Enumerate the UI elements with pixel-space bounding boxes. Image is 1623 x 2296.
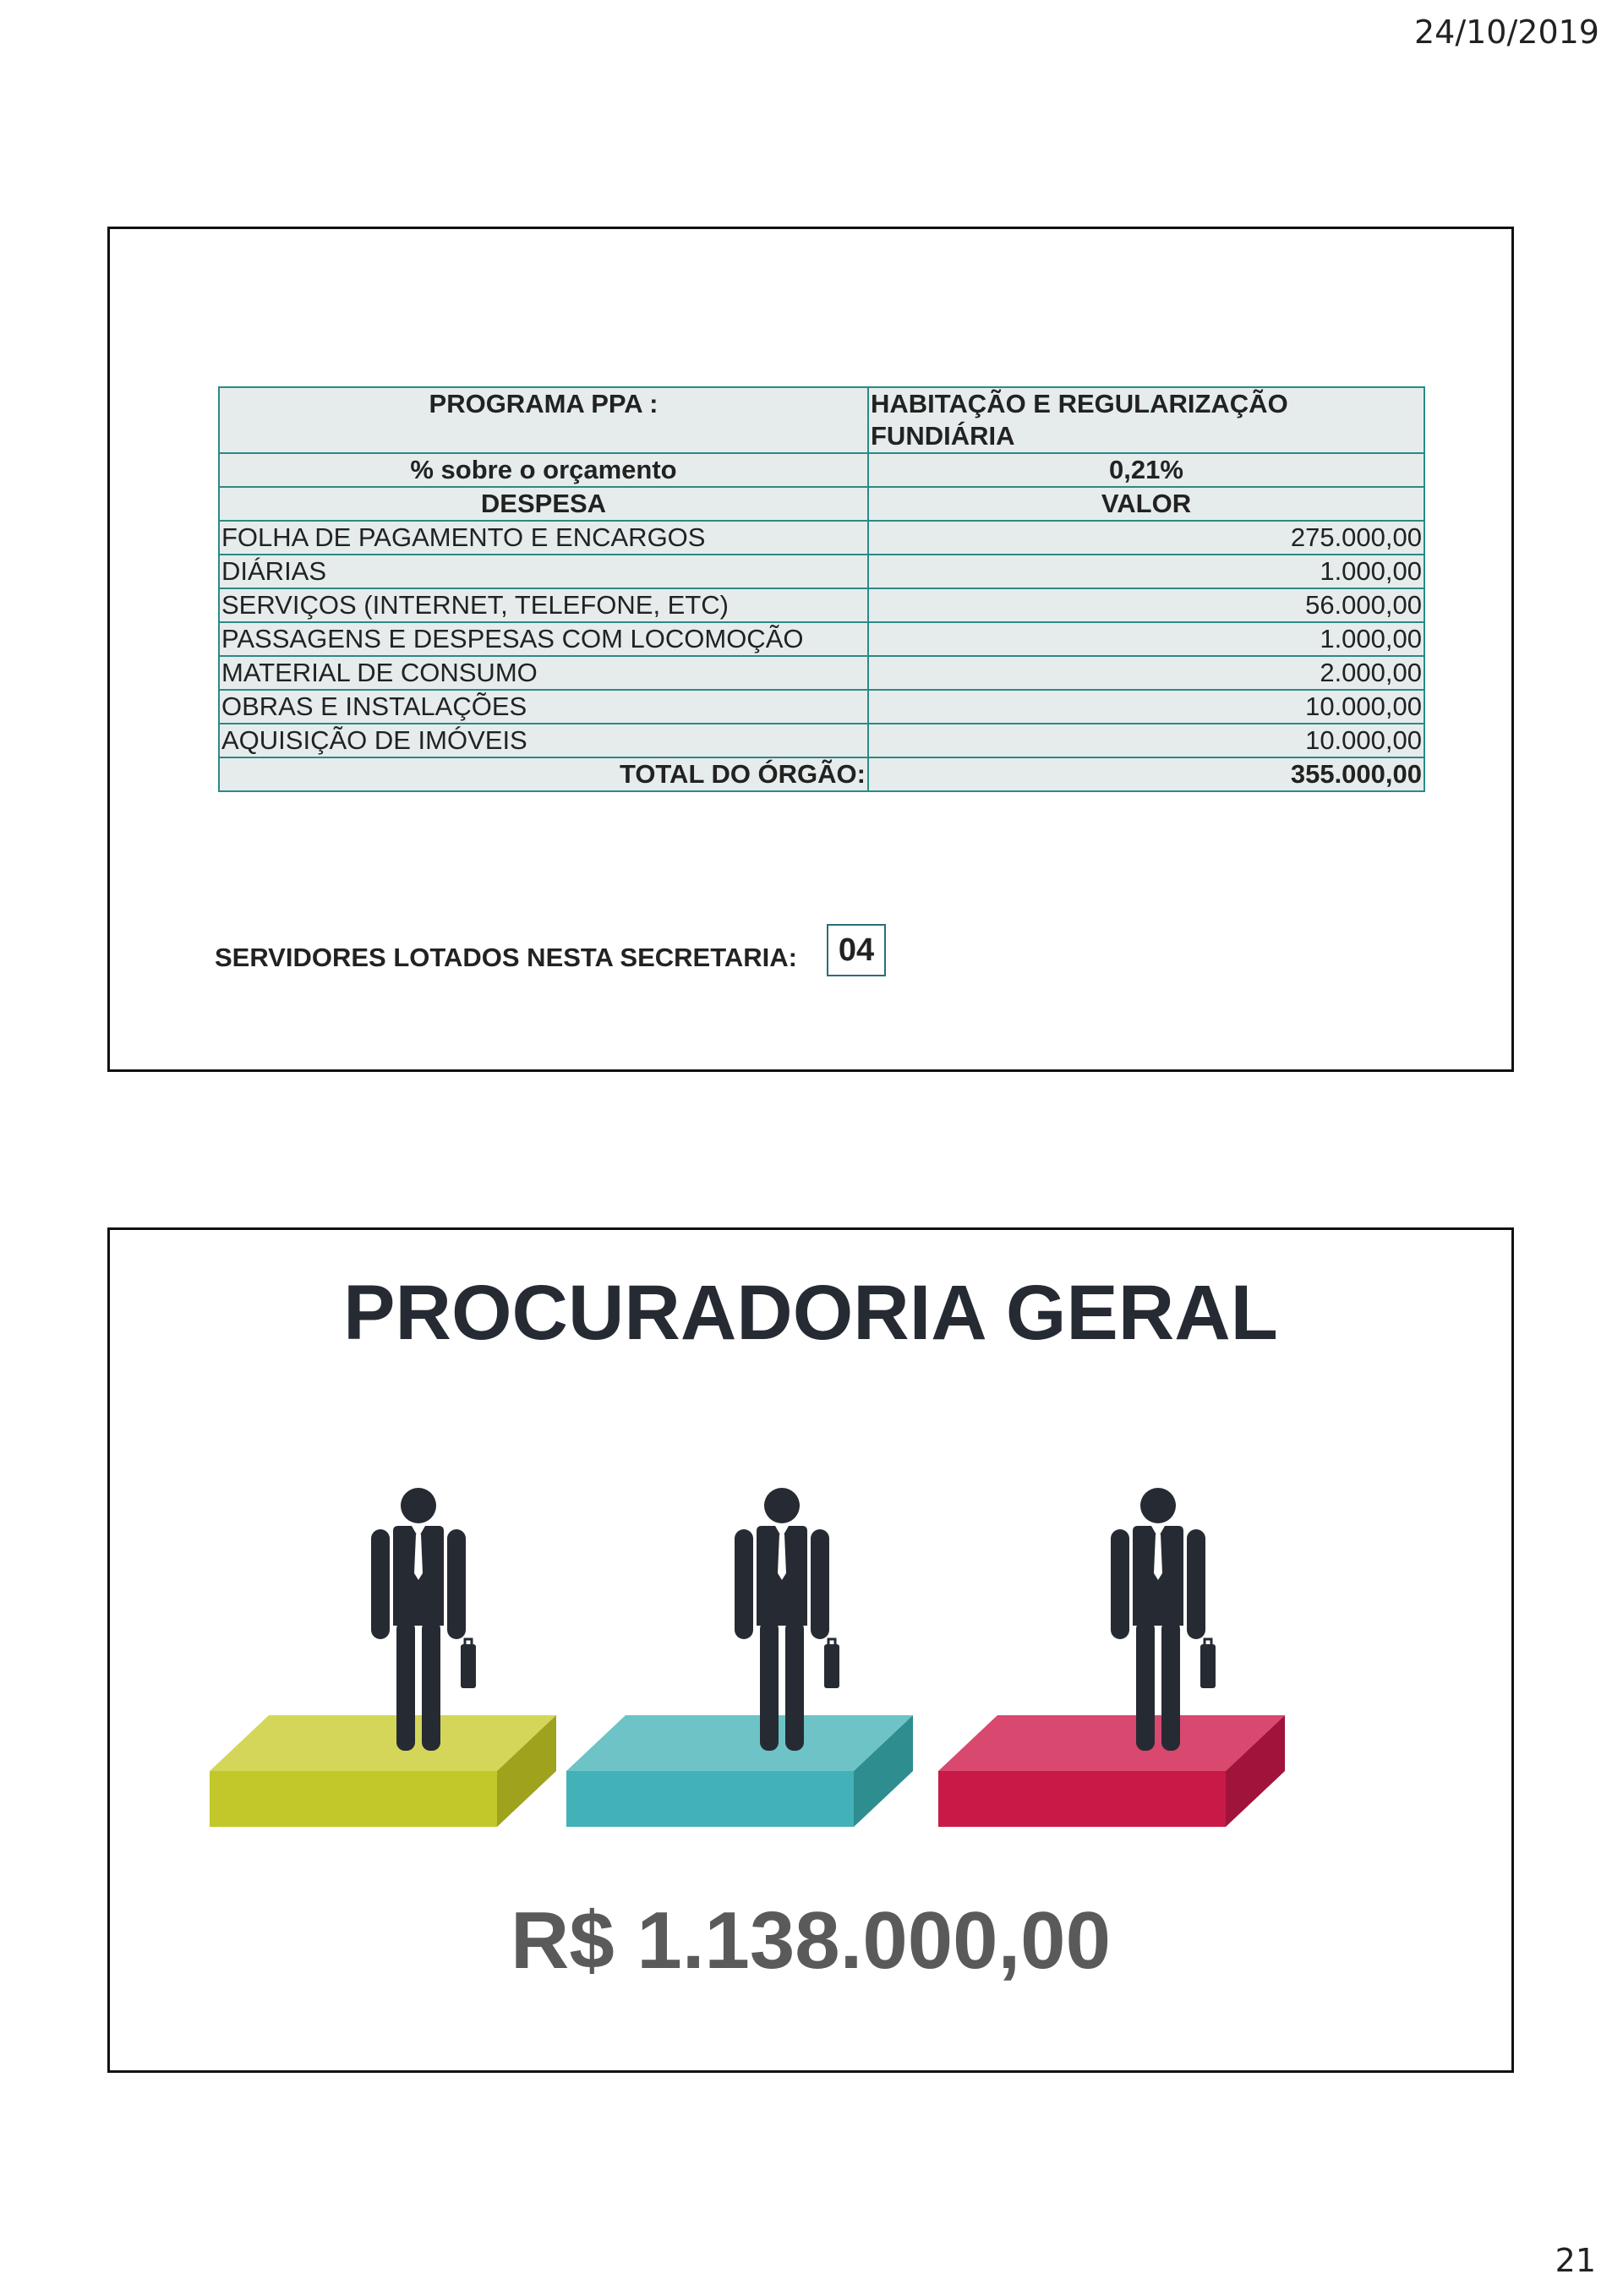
slide-procuradoria: [107, 1227, 1514, 2073]
budget-share-label: % sobre o orçamento: [219, 453, 868, 487]
servers-label: SERVIDORES LOTADOS NESTA SECRETARIA:: [215, 943, 797, 972]
slide-title: PROCURADORIA GERAL: [343, 1270, 1278, 1356]
servers-count: 04: [827, 924, 886, 976]
table-header-row: [219, 487, 1424, 521]
table-row: [219, 387, 1424, 453]
expense-label: DIÁRIAS: [219, 555, 868, 588]
expense-label: OBRAS E INSTALAÇÕES: [219, 690, 868, 724]
platform-green: [210, 1715, 556, 1827]
table-row: [219, 521, 1424, 555]
table-row: [219, 555, 1424, 588]
businessman-icon: [735, 1488, 839, 1751]
expense-label: FOLHA DE PAGAMENTO E ENCARGOS: [219, 521, 868, 555]
page-number: 21: [1555, 2242, 1596, 2279]
businessman-icon: [1111, 1488, 1216, 1751]
businessman-icon: [371, 1488, 476, 1751]
expense-value: 10.000,00: [868, 690, 1424, 724]
expense-label: SERVIÇOS (INTERNET, TELEFONE, ETC): [219, 588, 868, 622]
budget-table: [218, 386, 1425, 792]
total-amount: R$ 1.138.000,00: [511, 1895, 1111, 1986]
total-label: TOTAL DO ÓRGÃO:: [219, 757, 868, 791]
table-row: [219, 588, 1424, 622]
slide-budget-table: [107, 227, 1514, 1072]
program-label: PROGRAMA PPA :: [219, 387, 868, 453]
table-row: [219, 690, 1424, 724]
column-header-value: VALOR: [868, 487, 1424, 521]
date: 24/10/2019: [1413, 14, 1599, 51]
expense-value: 1.000,00: [868, 622, 1424, 656]
expense-value: 275.000,00: [868, 521, 1424, 555]
table-total-row: [219, 757, 1424, 791]
expense-label: MATERIAL DE CONSUMO: [219, 656, 868, 690]
table-row: [219, 453, 1424, 487]
expense-value: 2.000,00: [868, 656, 1424, 690]
table-row: [219, 724, 1424, 757]
expense-label: PASSAGENS E DESPESAS COM LOCOMOÇÃO: [219, 622, 868, 656]
table-row: [219, 622, 1424, 656]
column-header-expense: DESPESA: [219, 487, 868, 521]
expense-label: AQUISIÇÃO DE IMÓVEIS: [219, 724, 868, 757]
expense-value: 1.000,00: [868, 555, 1424, 588]
program-value: HABITAÇÃO E REGULARIZAÇÃO FUNDIÁRIA: [868, 387, 1424, 453]
platform-teal: [566, 1715, 913, 1827]
platform-red: [938, 1715, 1285, 1827]
expense-value: 10.000,00: [868, 724, 1424, 757]
total-value: 355.000,00: [868, 757, 1424, 791]
budget-share-value: 0,21%: [868, 453, 1424, 487]
expense-value: 56.000,00: [868, 588, 1424, 622]
table-row: [219, 656, 1424, 690]
